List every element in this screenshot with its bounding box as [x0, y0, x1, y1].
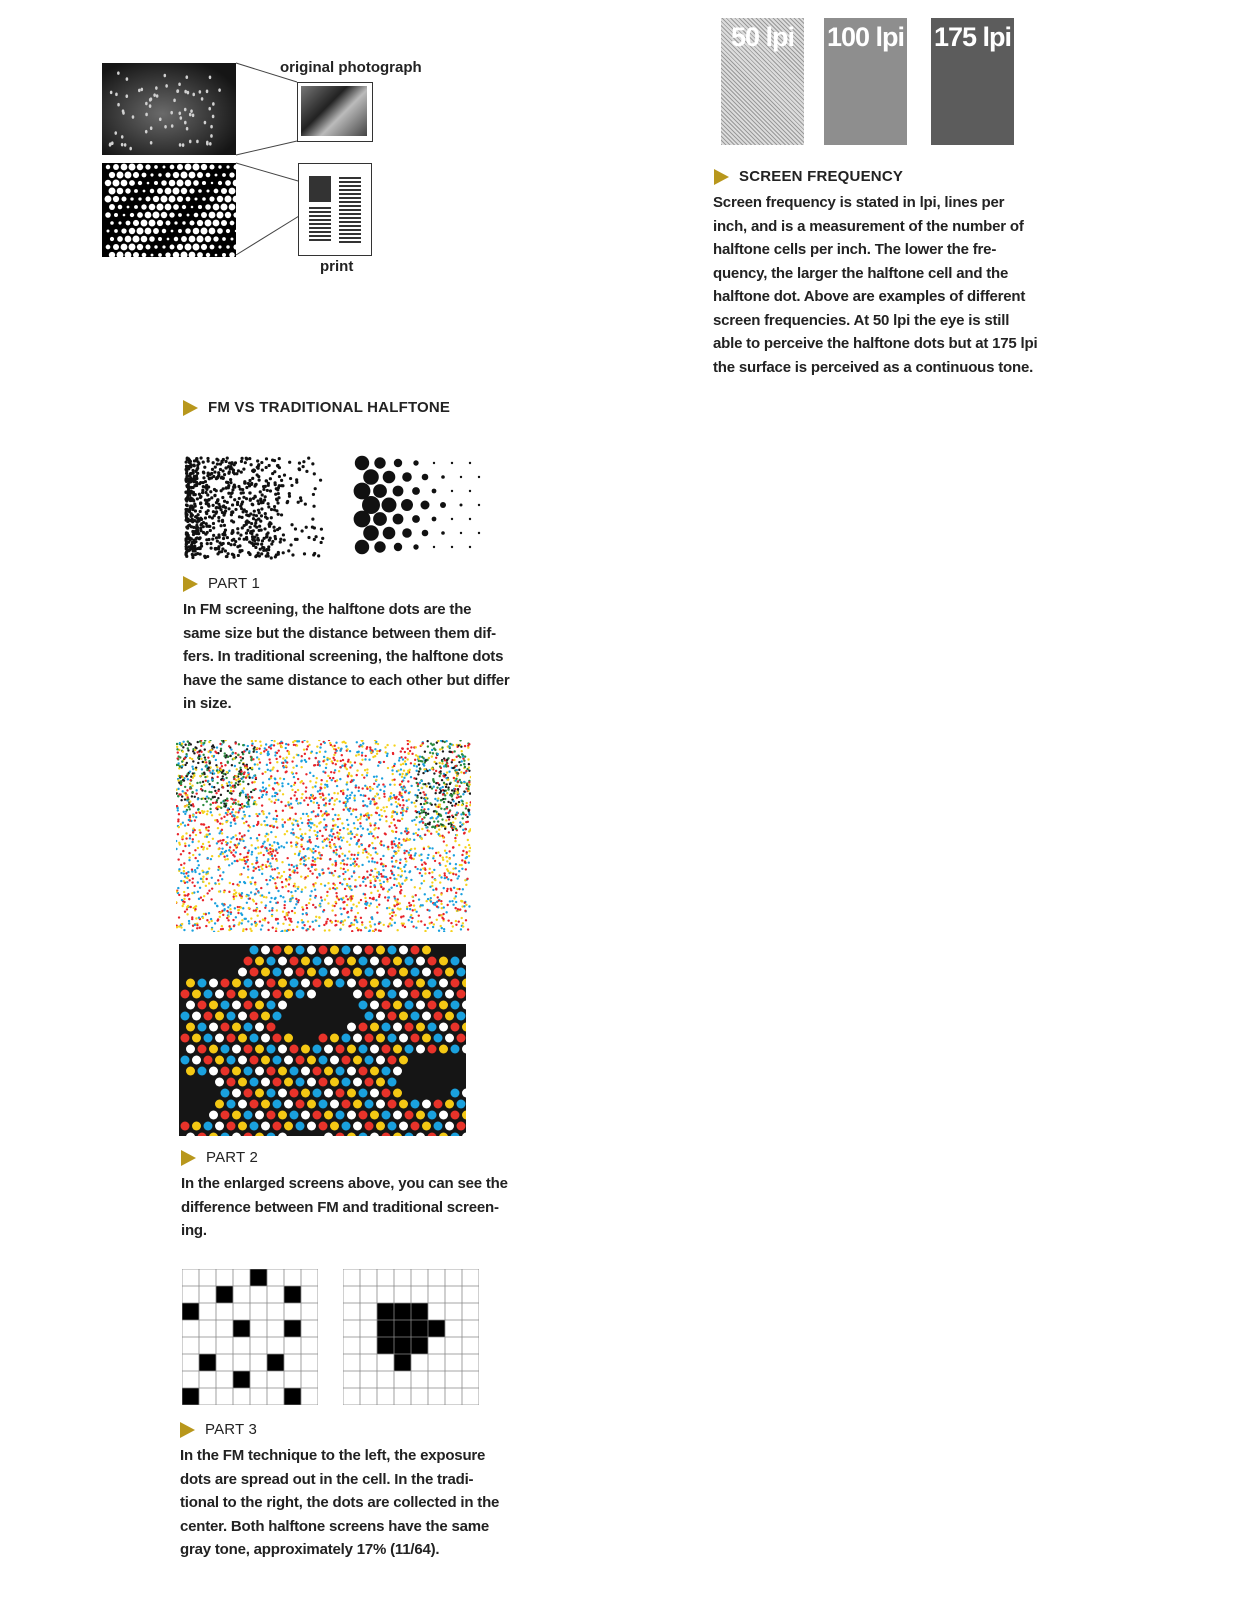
original-photograph-label: original photograph	[280, 59, 422, 76]
lpi-box-50	[721, 18, 804, 145]
part3-text	[180, 1444, 499, 1562]
text-line: In the FM technique to the left, the exposure	[180, 1447, 486, 1464]
part3-title: PART 3	[205, 1421, 258, 1438]
text-line: In FM screening, the halftone dots are the	[183, 601, 472, 618]
text-line: dots are spread out in the cell. In the tradi-	[180, 1470, 474, 1488]
text-line: screen frequencies. At 50 lpi the eye is still	[713, 311, 1010, 329]
text-line: in size.	[183, 695, 232, 712]
fm-exposure-grid	[182, 1269, 318, 1405]
text-line: the surface is perceived as a continuous tone.	[713, 358, 1034, 376]
fm-dot-scatter	[182, 450, 332, 565]
print-thumbnail	[298, 163, 372, 256]
lpi-box-175	[931, 18, 1014, 145]
text-line: inch, and is a measurement of the number of	[713, 217, 1024, 235]
part1-text	[183, 598, 510, 716]
triangle-arrow-icon	[714, 169, 729, 185]
original-photograph-thumbnail	[297, 82, 373, 142]
part1-heading	[183, 575, 260, 592]
lpi-label-100: 100 lpi	[826, 22, 905, 52]
text-line: able to perceive the halftone dots but at 175 lpi	[713, 335, 1038, 352]
text-line: same size but the distance between them dif-	[183, 624, 496, 642]
part2-text	[181, 1172, 508, 1243]
triangle-arrow-icon	[183, 576, 198, 592]
part3-heading	[180, 1421, 257, 1438]
lpi-label-50: 50 lpi	[730, 22, 795, 52]
text-line: halftone dot. Above are examples of different	[713, 288, 1026, 305]
connector-lines	[100, 55, 430, 285]
text-line: In the enlarged screens above, you can see the	[181, 1175, 508, 1192]
text-line: tional to the right, the dots are collected in the	[180, 1494, 500, 1511]
text-line: center. Both halftone screens have the same	[180, 1517, 490, 1535]
triangle-arrow-icon	[183, 400, 198, 416]
fm-vs-traditional-heading	[183, 399, 450, 416]
part2-heading	[181, 1149, 258, 1166]
lpi-label-175: 175 lpi	[933, 22, 1012, 52]
fm-color-screen-enlarged	[176, 740, 471, 932]
lpi-box-100	[824, 18, 907, 145]
fm-vs-traditional-title: FM VS TRADITIONAL HALFTONE	[208, 399, 451, 416]
traditional-color-screen-enlarged	[179, 944, 466, 1136]
triangle-arrow-icon	[181, 1150, 196, 1166]
text-line: fers. In traditional screening, the halftone dots	[183, 648, 504, 665]
part1-title: PART 1	[208, 575, 261, 592]
screen-frequency-heading	[714, 168, 903, 185]
text-line: gray tone, approximately 17% (11/64).	[180, 1541, 440, 1558]
print-label: print	[320, 258, 354, 275]
traditional-dot-pattern	[350, 453, 485, 563]
screen-frequency-text	[713, 191, 1037, 379]
text-line: quency, the larger the halftone cell and the	[713, 264, 1009, 282]
text-line: Screen frequency is stated in lpi, lines per	[713, 194, 1005, 211]
text-line: have the same distance to each other but differ	[183, 671, 510, 689]
screen-frequency-title: SCREEN FREQUENCY	[739, 168, 904, 185]
text-line: ing.	[181, 1222, 207, 1239]
text-line: difference between FM and traditional screen-	[181, 1198, 499, 1216]
traditional-exposure-grid	[343, 1269, 479, 1405]
triangle-arrow-icon	[180, 1422, 195, 1438]
halftone-magnification-figure	[100, 55, 430, 285]
text-line: halftone cells per inch. The lower the fre-	[713, 241, 997, 258]
part2-title: PART 2	[206, 1149, 259, 1166]
